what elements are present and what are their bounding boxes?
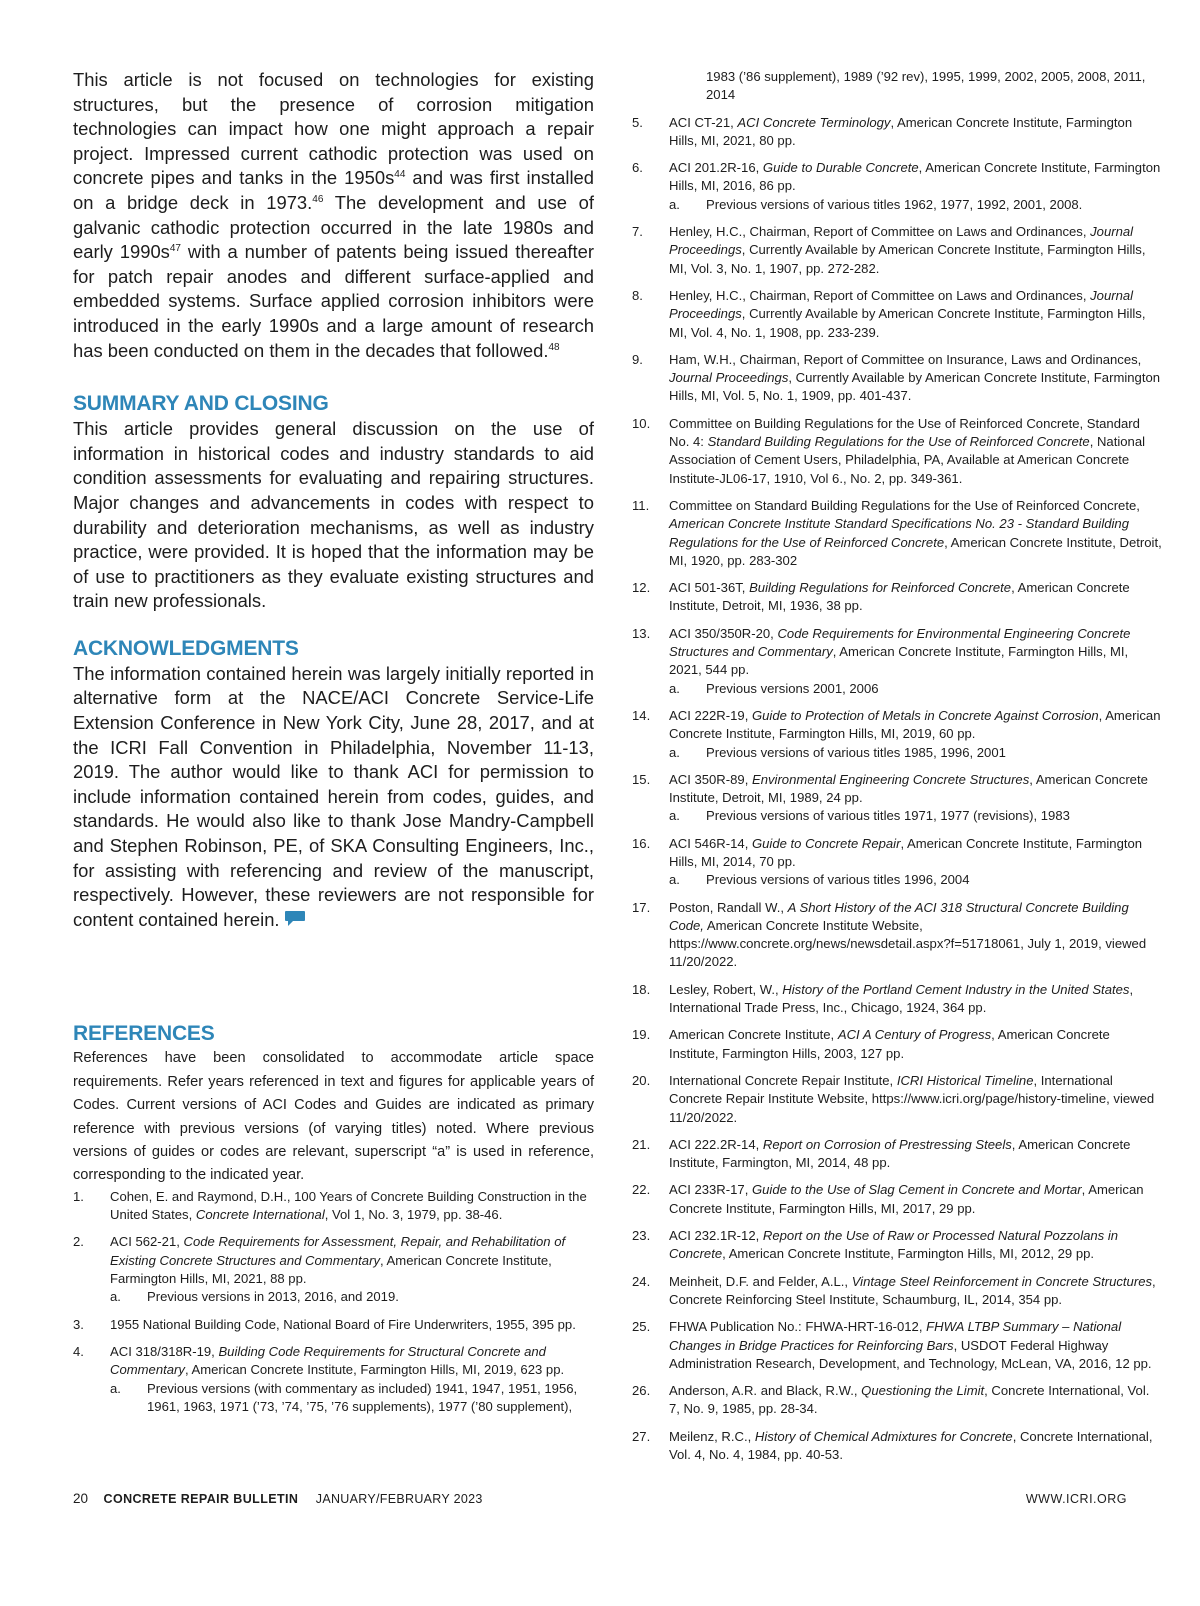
reference-item: 2. ACI 562-21, Code Requirements for Assessment, Repair, and Rehabilitation of Existing Concrete Structures and Commentary, American Concrete Institute, Farmington Hills, MI, 2021, 88 pp. a. Previous versions in 2013, 2016, and 2019. — [73, 1233, 594, 1306]
reference-item: 12. ACI 501-36T, Building Regulations for Reinforced Concrete, American Concrete Institute, Detroit, MI, 1936, 38 pp. — [632, 580, 1130, 614]
references-heading: REFERENCES — [73, 1022, 215, 1046]
reference-item: 5. ACI CT-21, ACI Concrete Terminology, American Concrete Institute, Farmington Hills, MI, 2021, 80 pp. — [632, 114, 1133, 148]
speech-bubble-icon — [284, 909, 306, 934]
reference-item: 3. 1955 National Building Code, National Board of Fire Underwriters, 1955, 395 pp. — [73, 1316, 576, 1332]
reference-item: 1. Cohen, E. and Raymond, D.H., 100 Years of Concrete Building Construction in the United States, Concrete International, Vol 1, No. 3, 1979, pp. 38-46. — [73, 1188, 587, 1223]
reference-item: 13. ACI 350/350R-20, Code Requirements for Environmental Engineering Concrete Structures and Commentary, American Concrete Institute, Farmington Hills, MI, 2021, 544 pp. a. Previous versions 2001, 2006 — [632, 625, 1162, 698]
reference-item: 17. Poston, Randall W., A Short History of the ACI 318 Structural Concrete Building Code, American Concrete Institute Website, https://www.concrete.org/news/newsdetail.aspx?f=51718061, July 1, 2019, viewed 11/20/2022. — [632, 899, 1147, 970]
reference-subitem: a. Previous versions of various titles 1971, 1977 (revisions), 1983 — [669, 808, 1070, 824]
reference-item: 11. Committee on Standard Building Regulations for the Use of Reinforced Concrete, American Concrete Institute Standard Specifications No. 23 - Standard Building Regulations for the Use of Reinforced Concrete, American Concrete Institute, Detroit, MI, 1920, pp. 283-302 — [632, 497, 1162, 568]
reference-item: 26. Anderson, A.R. and Black, R.W., Questioning the Limit, Concrete International, Vol. 7, No. 9, 1985, pp. 28-34. — [632, 1383, 1150, 1417]
reference-item: 21. ACI 222.2R-14, Report on Corrosion of Prestressing Steels, American Concrete Institute, Farmington, MI, 2014, 48 pp. — [632, 1136, 1131, 1171]
reference-item: 7. Henley, H.C., Chairman, Report of Committee on Laws and Ordinances, Journal Proceedings, Currently Available by American Concrete Institute, Farmington Hills, MI, Vol. 3, No. 1, 1907, pp. 272-282. — [632, 224, 1146, 276]
reference-subitem: a. Previous versions of various titles 1996, 2004 — [669, 872, 970, 888]
reference-subitem: a. Previous versions of various titles 1985, 1996, 2001 — [669, 744, 1006, 760]
summary-heading: SUMMARY AND CLOSING — [73, 392, 329, 416]
acknowledgments-heading: ACKNOWLEDGMENTS — [73, 636, 299, 660]
right-column — [632, 68, 1162, 1473]
reference-subitem: a. Previous versions of various titles 1962, 1977, 1992, 2001, 2008. — [669, 196, 1083, 212]
intro-paragraph: This article is not focused on technologies for existing structures, but the presence of corrosion mitigation technologies can impact how one might approach a repair project. Impressed current cathodic protection was used on concrete pipes and tanks in the $1950s^{44}$ and was first installed on a bridge deck in 1973.46 The development and use of galvanic cathodic protection occurred in the late 1980s and early $1990s^{47}$ with a number of patents being issued thereafter for patch repair anodes and different surface-applied and embedded systems. Surface applied corrosion inhibitors were introduced in the early 1990s and a large amount of research has been conducted on them in the decades that followed.$^{48}$ — [73, 69, 594, 361]
left-column — [73, 68, 594, 1425]
reference-subitem: a. Previous versions 2001, 2006 — [669, 680, 879, 696]
reference-item: 18. Lesley, Robert, W., History of the Portland Cement Industry in the United States, International Trade Press, Inc., Chicago, 1924, 364 pp. — [632, 981, 1134, 1016]
reference-list-right — [632, 114, 1162, 1465]
reference-subitem: a. Previous versions (with commentary as included) 1941, 1947, 1951, 1956, 1961, 1963, 1971 (’73, ’74, ’75, ’76 supplements), 1977 (’80 supplement), — [110, 1380, 578, 1414]
reference-item: 16. ACI 546R-14, Guide to Concrete Repair, American Concrete Institute, Farmington Hills, MI, 2014, 70 pp. a. Previous versions of various titles 1996, 2004 — [632, 835, 1162, 890]
reference-item: 22. ACI 233R-17, Guide to the Use of Slag Cement in Concrete and Mortar, American Concrete Institute, Farmington Hills, MI, 2017, 29 pp. — [632, 1182, 1144, 1216]
reference-item: 27. Meilenz, R.C., History of Chemical Admixtures for Concrete, Concrete International, Vol. 4, No. 4, 1984, pp. 40-53. — [632, 1428, 1153, 1462]
reference-item: 20. International Concrete Repair Institute, ICRI Historical Timeline, International Concrete Repair Institute Website, https://www.icri.org/page/history-timeline, viewed 11/20/2022. — [632, 1072, 1155, 1125]
reference-item: 15. ACI 350R-89, Environmental Engineering Concrete Structures, American Concrete Institute, Detroit, MI, 1989, 24 pp. a. Previous versions of various titles 1971, 1977 (revisions), 1983 — [632, 771, 1162, 826]
reference-item: 10. Committee on Building Regulations for the Use of Reinforced Concrete, Standard No. 4: Standard Building Regulations for the Use of Reinforced Concrete, National Association of Cement Users, Philadelphia, PA, Available at American Concrete Institute-JL06-17, 1910, Vol 6., No. 2, pp. 349-361. — [632, 415, 1146, 486]
issue-date: JANUARY/FEBRUARY 2023 — [315, 1492, 483, 1506]
website-link[interactable]: WWW.ICRI.ORG — [1025, 1492, 1127, 1506]
reference-list-left — [73, 1188, 594, 1416]
page-footer — [73, 1489, 1127, 1509]
reference-item: 23. ACI 232.1R-12, Report on the Use of Raw or Processed Natural Pozzolans in Concrete, American Concrete Institute, Farmington Hills, MI, 2012, 29 pp. — [632, 1228, 1119, 1262]
page-number: 20 — [73, 1491, 89, 1506]
reference-item: 24. Meinheit, D.F. and Felder, A.L., Vintage Steel Reinforcement in Concrete Structures, Concrete Reinforcing Steel Institute, Schaumburg, IL, 2014, 354 pp. — [632, 1273, 1156, 1307]
references-intro: References have been consolidated to accommodate article space requirements. Refer years referenced in text and figures for applicable years of Codes. Current versions of ACI Codes and Guides are indicated as primary reference with previous versions (of varying titles) noted. Where previous versions of guides or codes are relevant, superscript “a” is used in reference, corresponding to the indicated year. — [73, 1050, 594, 1184]
reference-item: 19. American Concrete Institute, ACI A Century of Progress, American Concrete Institute, Farmington Hills, 2003, 127 pp. — [632, 1027, 1110, 1061]
reference-item: 6. ACI 201.2R-16, Guide to Durable Concrete, American Concrete Institute, Farmington Hills, MI, 2016, 86 pp. a. Previous versions of various titles 1962, 1977, 1992, 2001, 2008. — [632, 159, 1162, 214]
summary-paragraph: This article provides general discussion on the use of information in historical codes and industry standards to aid condition assessments for evaluating and repairing structures. Major changes and advancements in codes with respect to durability and deterioration mechanisms, as well as industry practice, were provided. It is hoped that the information may be of use to practitioners as they evaluate existing structures and train new professionals. — [73, 418, 594, 612]
reference-subitem: a. Previous versions in 2013, 2016, and 2019. — [110, 1289, 399, 1305]
reference-item: 8. Henley, H.C., Chairman, Report of Committee on Laws and Ordinances, Journal Proceedings, Currently Available by American Concrete Institute, Farmington Hills, MI, Vol. 4, No. 1, 1908, pp. 233-239. — [632, 287, 1146, 340]
reference-item: 4. ACI 318/318R-19, Building Code Requirements for Structural Concrete and Commentary, American Concrete Institute, Farmington Hills, MI, 2019, 623 pp. a. Previous versions (with commentary as included) 1941, 1947, 1951, 1956, 1961, 1963, 1971 (’73, ’74, ’75, ’76 supplements), 1977 (’80 supplement), — [73, 1343, 594, 1416]
reference-continuation: 1983 (’86 supplement), 1989 (’92 rev), 1995, 1999, 2002, 2005, 2008, 2011, 2014 — [706, 69, 1146, 103]
reference-item: 14. ACI 222R-19, Guide to Protection of Metals in Concrete Against Corrosion, American Concrete Institute, Farmington Hills, MI, 2019, 60 pp. a. Previous versions of various titles 1985, 1996, 2001 — [632, 707, 1162, 762]
acknowledgments-paragraph: The information contained herein was largely initially reported in alternative form at the NACE/ACI Concrete Service-Life Extension Conference in New York City, June 28, 2017, and at the ICRI Fall Convention in Philadelphia, November 11-13, 2019. The author would like to thank ACI for permission to include information contained herein from codes, guides, and standards. He would also like to thank Jose Mandry-Campbell and Stephen Robinson, PE, of SKA Consulting Engineers, Inc., for assisting with referencing and review of the manuscript, respectively. However, these reviewers are not responsible for content contained herein. — [73, 662, 594, 934]
reference-item: 9. Ham, W.H., Chairman, Report of Committee on Insurance, Laws and Ordinances, Journal Proceedings, Currently Available by American Concrete Institute, Farmington Hills, MI, Vol. 5, No. 1, 1909, pp. 401-437. — [632, 351, 1161, 404]
reference-item: 25. FHWA Publication No.: FHWA-HRT-16-012, FHWA LTBP Summary – National Changes in Bridge Practices for Reinforcing Bars, USDOT Federal Highway Administration Research, Development, and Technology, McLean, VA, 2016, 12 pp. — [632, 1319, 1152, 1371]
publication-name: CONCRETE REPAIR BULLETIN — [103, 1492, 299, 1506]
